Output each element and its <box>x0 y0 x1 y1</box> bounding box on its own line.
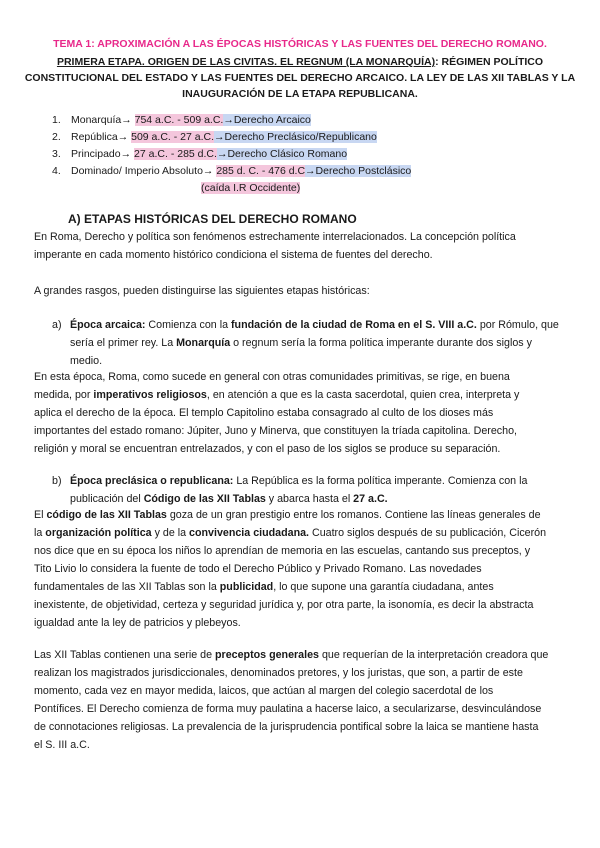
period-dates: 754 a.C. - 509 a.C. <box>134 114 224 126</box>
document-subtitle-line3: INAUGURACIÓN DE LA ETAPA REPUBLICANA. <box>182 88 418 100</box>
list-item: 1. Monarquía→ 754 a.C. - 509 a.C.→Derecho Arcaico <box>52 114 311 126</box>
list-item: 3. Principado→ 27 a.C. - 285 d.C.→Derecho Clásico Romano <box>52 148 348 160</box>
periods-list <box>52 112 411 197</box>
section-heading: A) ETAPAS HISTÓRICAS DEL DERECHO ROMANO <box>68 212 357 226</box>
list-item: 2. República→ 509 a.C. - 27 a.C.→Derecho Preclásico/Republicano <box>52 131 377 143</box>
document-subtitle-line1 <box>20 54 580 70</box>
period-law: Derecho Arcaico <box>233 114 311 126</box>
document-subtitle-line2: CONSTITUCIONAL DEL ESTADO Y LAS FUENTES DEL DERECHO ARCAICO. LA LEY DE LAS XII TABLAS Y LA <box>24 72 576 84</box>
period-dates: 509 a.C. - 27 a.C. <box>131 131 215 143</box>
epoch-preclasica-item: b) Época preclásica o republicana: La República es la forma política imperante. Comienza con la publicación del Código de las XII Tablas y abarca hasta el 27 a.C. <box>52 472 570 508</box>
preceptos-paragraph: Las XII Tablas contienen una serie de preceptos generales que requerían de la interpretación creadora que realizan los magistrados jurisdiccionales, denominados pretores, y los juristas, que son, a partir de este momento, cada vez en mayor medida, laicos, que actúan al margen del colegio sacerdotal de los Pontífices. El Derecho comienza de forma muy paulatina a hacerse laico, a secularizarse, desvinculándose de connotaciones religiosas. La prevalencia de la jurisprudencia pontifical sobre la laica se mantiene hasta el S. III a.C. <box>34 649 549 751</box>
document-title: TEMA 1: APROXIMACIÓN A LAS ÉPOCAS HISTÓRICAS Y LAS FUENTES DEL DERECHO ROMANO. <box>53 38 547 50</box>
arcaica-paragraph: En esta época, Roma, como sucede en general con otras comunidades primitivas, se rige, en buena medida, por imperativos religiosos, en atención a que es la casta sacerdotal, quien crea, interpreta y aplica el derecho de la época. El templo Capitolino estaba consagrado al culto de los dioses más importantes del estado romano: Júpiter, Juno y Minerva, que constituyen la tríada capitolina. Derecho, religión y moral se encuentran entrelazados, y con el paso de los siglos se produce su separación. <box>34 371 520 455</box>
period-law: Derecho Preclásico/Republicano <box>224 131 377 143</box>
item-label: b) <box>52 475 62 487</box>
intro-paragraph-2: A grandes rasgos, pueden distinguirse las siguientes etapas históricas: <box>34 285 370 297</box>
epoch-arcaica-item: a) Época arcaica: Comienza con la fundación de la ciudad de Roma en el S. VIII a.C. por Rómulo, que sería el primer rey. La Monarquía o regnum sería la forma política imperante durante dos siglos y medio. <box>52 316 570 370</box>
period-note: (caída I.R Occidente) <box>201 182 301 194</box>
subtitle-rest: : RÉGIMEN POLÍTICO <box>435 56 544 68</box>
intro-paragraph: En Roma, Derecho y política son fenómenos estrechamente interrelacionados. La concepción política imperante en cada momento histórico condiciona el sistema de fuentes del derecho. <box>34 231 516 261</box>
xii-tablas-paragraph: El código de las XII Tablas goza de un gran prestigio entre los romanos. Contiene las líneas generales de la organización política y de la convivencia ciudadana. Cuatro siglos después de su publicación, Cicerón nos dice que en su época los niños lo aprendían de memoria en las escuelas, cantando sus preceptos, y Tito Livio lo considera la fuente de todo el Derecho Público y Privado Romano. Las novedades fundamentales de las XII Tablas son la publicidad, lo que supone una garantía ciudadana, antes inexistente, de objetividad, certeza y seguridad jurídica y, por otra parte, la isonomía, es decir la abstracta igualdad ante la ley de patricios y plebeyos. <box>34 509 547 629</box>
period-dates: 27 a.C. - 285 d.C. <box>134 148 217 160</box>
period-law: Derecho Clásico Romano <box>227 148 348 160</box>
subtitle-underlined: PRIMERA ETAPA. ORIGEN DE LAS CIVITAS. EL REGNUM (LA MONARQUÍA) <box>56 56 436 68</box>
period-dates: 285 d. C. - 476 d.C <box>216 165 306 177</box>
period-law: Derecho Postclásico <box>315 165 412 177</box>
list-item: 4. Dominado/ Imperio Absoluto→ 285 d. C. - 476 d.C→Derecho Postclásico <box>52 165 412 177</box>
item-label: a) <box>52 319 62 331</box>
